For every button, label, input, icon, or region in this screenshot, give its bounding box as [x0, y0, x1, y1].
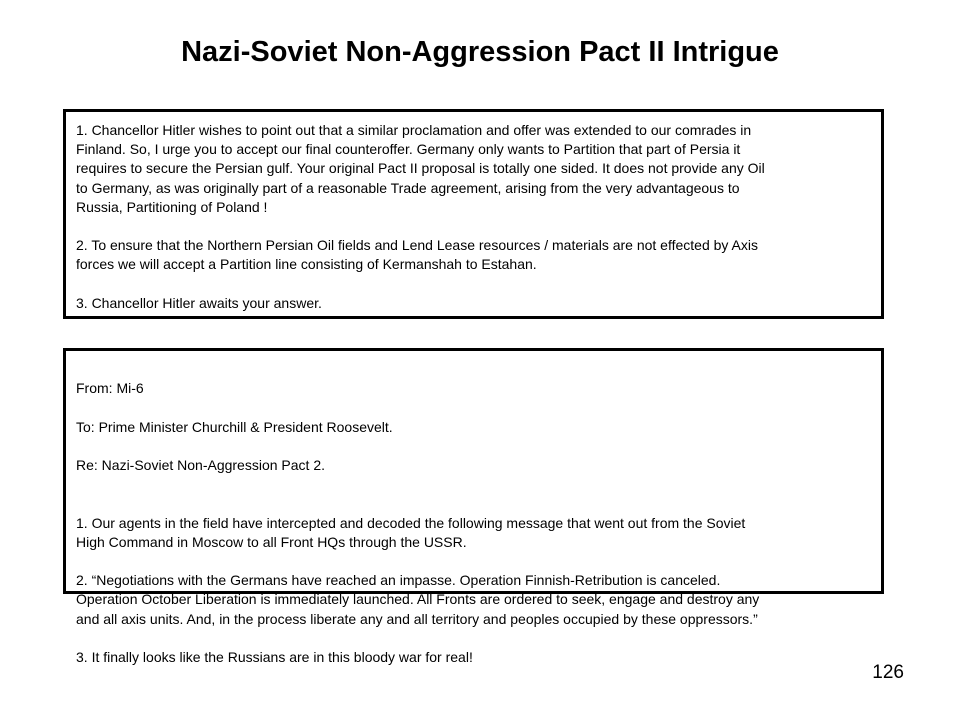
mi6-message-paragraph-3: 3. It finally looks like the Russians are in this bloody war for real!	[76, 649, 473, 665]
mi6-intelligence-box	[63, 348, 884, 665]
memo-from: From: Mi-6	[76, 380, 144, 397]
memo-to: To: Prime Minister Churchill & President Roosevelt.	[76, 418, 393, 435]
hitler-message-paragraph-2: 2. To ensure that the Northern Persian Oil fields and Lend Lease resources / materials are not effected by Axis forces we will accept a Partition line consisting of Kermanshah to Estahan.	[76, 237, 758, 273]
hitler-message-paragraph-1: 1. Chancellor Hitler wishes to point out that a similar proclamation and offer was extended to our comrades in Finland. So, I urge you to accept our final counteroffer. Germany only wants to Partition that part of Persia it requires to secure the Persian gulf. Your original Pact II proposal is totally one sided. It does not provide any Oil to Germany, as was originally part of a reasonable Trade agreement, arising from the very advantageous to Russia, Partitioning of Poland !	[76, 122, 765, 215]
page-title: Nazi-Soviet Non-Aggression Pact II Intrigue	[181, 36, 779, 68]
memo-re: Re: Nazi-Soviet Non-Aggression Pact 2.	[76, 457, 325, 474]
memo-header	[76, 360, 871, 494]
mi6-message-paragraph-2: 2. “Negotiations with the Germans have reached an impasse. Operation Finnish-Retribution is canceled. Operation October Liberation is immediately launched. All Fronts are ordered to seek, engage and destroy any and all axis units. And, in the process liberate any and all territory and peoples occupied by these oppressors.”	[76, 572, 760, 627]
mi6-message-paragraph-1: 1. Our agents in the field have intercepted and decoded the following message that went out from the Soviet High Command in Moscow to all Front HQs through the USSR.	[76, 514, 746, 550]
page-number: 126	[872, 662, 904, 683]
hitler-message-box	[63, 109, 884, 319]
hitler-message-paragraph-3: 3. Chancellor Hitler awaits your answer.	[76, 294, 322, 311]
